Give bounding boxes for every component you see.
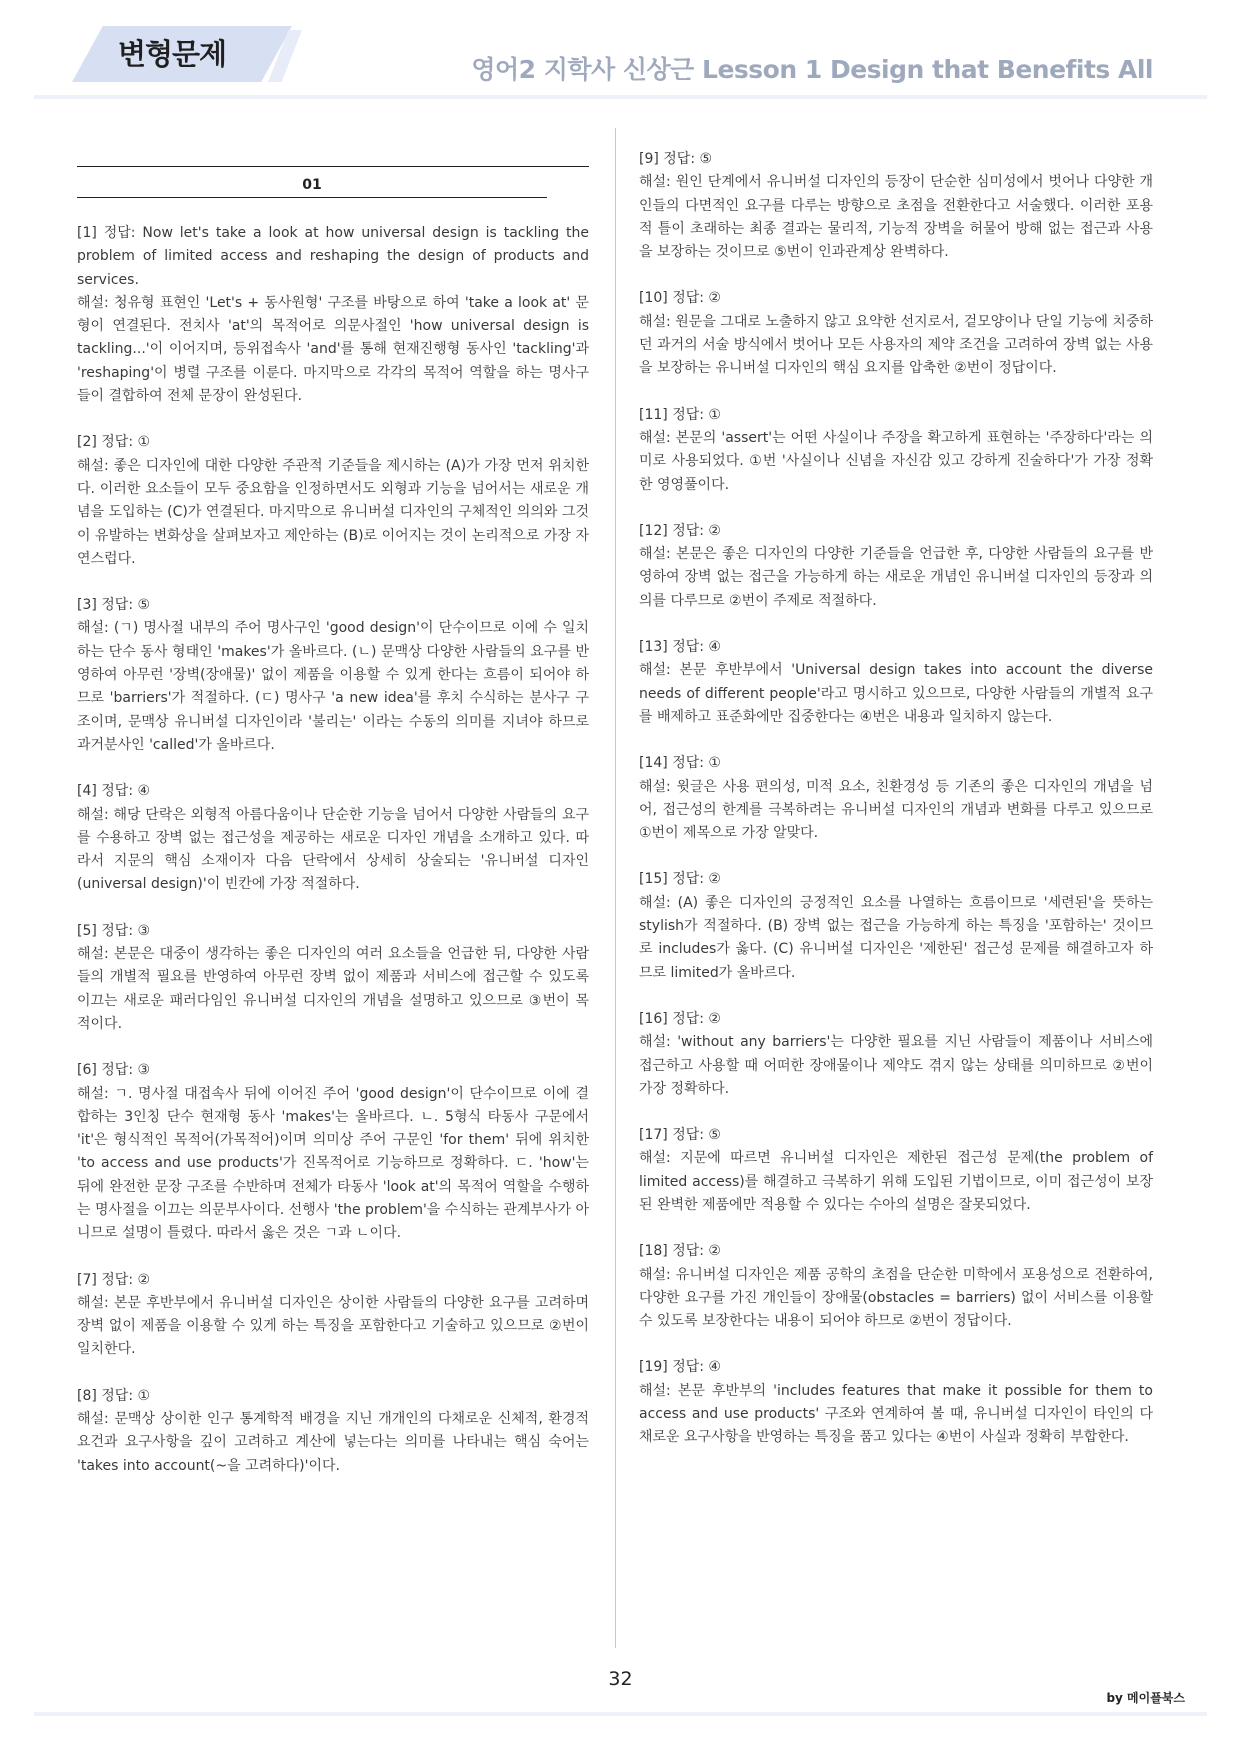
explanation-text: 해설: 본문은 좋은 디자인의 다양한 기준들을 언급한 후, 다양한 사람들의 요구를 반영하여 장벽 없는 접근을 가능하게 하는 새로운 개념인 유니버설 디자인의 등장과 의의를 다루므로 ②번이 주제로 적절하다. [639,546,1153,609]
answer-item [639,404,1153,497]
answer-item [77,222,589,408]
answer-item [77,780,589,896]
answer-line: [3] 정답: ⑤ [77,597,151,614]
header-title: 영어2 지학사 신상근 Lesson 1 Design that Benefits All [471,55,1153,84]
explanation-text: 해설: 원인 단계에서 유니버설 디자인의 등장이 단순한 심미성에서 벗어나 다양한 개인들의 다면적인 요구를 다루는 방향으로 초점을 전환한다고 서술했다. 이러한 포용적 틀이 초래하는 최종 결과는 물리적, 기능적 장벽을 허물어 방해 없는 접근과 사용을 보장하는 것이므로 ⑤번이 인과관계상 완벽하다. [639,174,1153,261]
page-header [0,0,1241,100]
explanation-text: 해설: 본문 후반부에서 'Universal design takes into account the diverse needs of different people'라고 명시하고 있으므로, 다양한 사람들의 개별적 요구를 배제하고 표준화에만 집중한다는 ④번은 내용과 일치하지 않는다. [639,662,1153,725]
footer-divider [34,1712,1207,1716]
answer-item [639,1356,1153,1449]
answer-item [639,868,1153,984]
section-rule-bottom [77,197,547,198]
answer-line: [19] 정답: ④ [639,1359,721,1376]
answer-item [77,431,589,571]
explanation-text: 해설: 원문을 그대로 노출하지 않고 요약한 선지로서, 겉모양이나 단일 기능에 치중하던 과거의 서술 방식에서 벗어나 모든 사용자의 제약 조건을 고려하여 장벽 없는 사용을 보장하는 유니버설 디자인의 핵심 요지를 압축한 ②번이 정답이다. [639,313,1153,377]
explanation-text: 해설: 좋은 디자인에 대한 다양한 주관적 기준들을 제시하는 (A)가 가장 먼저 위치한다. 이러한 요소들이 모두 중요함을 인정하면서도 외형과 기능을 넘어서는 새로운 개념을 도입하는 (C)가 연결된다. 마지막으로 유니버설 디자인의 구체적인 의의와 그것이 유발하는 변화상을 살펴보자고 제안하는 (B)로 이어지는 것이 논리적으로 가장 자연스럽다. [77,457,589,567]
answer-line: [6] 정답: ③ [77,1062,151,1079]
answer-line: [16] 정답: ② [639,1010,721,1027]
answer-line: [9] 정답: ⑤ [639,151,713,167]
answer-line: [2] 정답: ① [77,434,151,451]
explanation-text: 해설: 문맥상 상이한 인구 통계학적 배경을 지닌 개개인의 다채로운 신체적, 환경적 요건과 요구사항을 깊이 고려하고 계산에 넣는다는 의미를 나타내는 핵심 숙어는 'takes into account(~을 고려하다)'이다. [77,1411,589,1474]
footer-brand: by 메이플북스 [1106,1691,1185,1705]
answer-item [639,148,1153,264]
answer-item [77,920,589,1036]
answer-item [639,287,1153,380]
answer-item [639,1124,1153,1217]
answer-item [77,1059,589,1245]
explanation-text: 해설: 청유형 표현인 'Let's + 동사원형' 구조를 바탕으로 하여 'take a look at' 문형이 연결된다. 전치사 'at'의 목적어로 의문사절인 'how universal design is tackling...'이 이어지며, 등위접속사 'and'를 통해 현재진행형 동사인 'tackling'과 'reshaping'이 병렬 구조를 이룬다. 마지막으로 각각의 목적어 역할을 하는 명사구들이 결합하여 전체 문장이 완성된다. [77,294,589,405]
explanation-text: 해설: (A) 좋은 디자인의 긍정적인 요소를 나열하는 흐름이므로 '세련된'을 뜻하는 stylish가 적절하다. (B) 장벽 없는 접근을 가능하게 하는 특징을 '포함하는' 것이므로 includes가 옳다. (C) 유니버설 디자인은 '제한된' 접근성 문제를 해결하고자 하므로 limited가 올바르다. [639,894,1153,981]
answer-line: [12] 정답: ② [639,522,721,539]
section-badge [72,26,292,82]
answer-item [639,520,1153,613]
explanation-text: 해설: 'without any barriers'는 다양한 필요를 지닌 사람들이 제품이나 서비스에 접근하고 사용할 때 어떠한 장애물이나 제약도 겪지 않는 상태를 의미하므로 ②번이 가장 정확하다. [639,1034,1153,1097]
answer-line: [18] 정답: ② [639,1243,721,1260]
answer-line: [17] 정답: ⑤ [639,1127,721,1144]
section-rule-top [77,166,589,167]
explanation-text: 해설: (ㄱ) 명사절 내부의 주어 명사구인 'good design'이 단수이므로 이에 수 일치하는 단수 동사 형태인 'makes'가 올바르다. (ㄴ) 문맥상 다양한 사람들의 요구를 반영하여 아무런 '장벽(장애물)' 없이 제품을 이용할 수 있게 한다는 흐름이 되어야 하므로 'barriers'가 적절하다. (ㄷ) 명사구 'a new idea'를 후치 수식하는 분사구 구조이며, 문맥상 유니버설 디자인이라 '불리는' 이라는 수동의 의미를 지녀야 하므로 과거분사인 'called'가 올바르다. [77,620,589,753]
page-number: 32 [608,1668,633,1690]
answer-line: [14] 정답: ① [639,755,721,772]
answer-item [77,1385,589,1478]
explanation-text: 해설: 본문 후반부에서 유니버설 디자인은 상이한 사람들의 다양한 요구를 고려하며 장벽 없이 제품을 이용할 수 있게 하는 특징을 포함한다고 기술하고 있으므로 ②번이 일치한다. [77,1294,589,1358]
right-column [639,148,1153,1473]
badge-label: 변형문제 [117,37,227,71]
answer-line: [5] 정답: ③ [77,922,151,939]
answer-item [639,752,1153,845]
answer-line: [10] 정답: ② [639,290,721,307]
explanation-text: 해설: 본문 후반부의 'includes features that make it possible for them to access and use products' 구조와 연계하여 볼 때, 유니버설 디자인이 타인의 다채로운 요구사항을 반영하는 특징을 품고 있다는 ④번이 사실과 정확히 부합한다. [639,1382,1153,1446]
answer-line: [15] 정답: ② [639,871,721,888]
section-heading: 01 [302,177,322,193]
explanation-text: 해설: 본문은 대중이 생각하는 좋은 디자인의 여러 요소들을 언급한 뒤, 다양한 사람들의 개별적 필요를 반영하여 아무런 장벽 없이 제품과 서비스에 접근할 수 있도록 이끄는 새로운 패러다임인 유니버설 디자인의 개념을 설명하고 있으므로 ③번이 목적이다. [77,946,589,1032]
explanation-text: 해설: ㄱ. 명사절 대접속사 뒤에 이어진 주어 'good design'이 단수이므로 이에 결합하는 3인칭 단수 현재형 동사 'makes'는 올바르다. ㄴ. 5형식 타동사 구문에서 'it'은 형식적인 목적어(가목적어)이며 의미상 주어 구문인 'for them' 뒤에 위치한 'to access and use products'가 진목적어로 기능하므로 정확하다. ㄷ. 'how'는 뒤에 완전한 문장 구조를 수반하며 전체가 타동사 'look at'의 목적어 역할을 수행하는 명사절을 이끄는 의문부사이다. 선행사 'the problem'을 수식하는 관계부사가 아니므로 설명이 틀렸다. 따라서 옳은 것은 ㄱ과 ㄴ이다. [77,1085,589,1242]
header-divider [34,95,1207,99]
right-answer-list [639,148,1153,1450]
explanation-text: 해설: 본문의 'assert'는 어떤 사실이나 주장을 확고하게 표현하는 '주장하다'라는 의미로 사용되었다. ①번 '사실이나 신념을 자신감 있고 강하게 진술하다'가 가장 정확한 영영풀이다. [639,429,1153,493]
explanation-text: 해설: 유니버설 디자인은 제품 공학의 초점을 단순한 미학에서 포용성으로 전환하여, 다양한 요구를 가진 개인들이 장애물(obstacles = barriers) 없이 서비스를 이용할 수 있도록 보장한다는 내용이 되어야 하므로 ②번이 정답이다. [639,1266,1153,1330]
answer-line: [11] 정답: ① [639,406,721,423]
explanation-text: 해설: 지문에 따르면 유니버설 디자인은 제한된 접근성 문제(the problem of limited access)를 해결하고 극복하기 위해 도입된 기법이므로, 이미 접근성이 보장된 완벽한 제품에만 적용할 수 있다는 수아의 설명은 잘못되었다. [639,1150,1153,1213]
explanation-text: 해설: 윗글은 사용 편의성, 미적 요소, 친환경성 등 기존의 좋은 디자인의 개념을 넘어, 접근성의 한계를 극복하려는 유니버설 디자인의 개념과 변화를 다루고 있으므로 ①번이 제목으로 가장 알맞다. [639,778,1153,842]
answer-line: [4] 정답: ④ [77,783,151,800]
explanation-text: 해설: 해당 단락은 외형적 아름다움이나 단순한 기능을 넘어서 다양한 사람들의 요구를 수용하고 장벽 없는 접근성을 제공하는 새로운 디자인 개념을 소개하고 있다. 따라서 지문의 핵심 소재이자 다음 단락에서 상세히 상술되는 '유니버설 디자인(universal design)'이 빈칸에 가장 적절하다. [77,806,589,893]
answer-item [639,1008,1153,1101]
answer-item [639,1240,1153,1333]
answer-item [639,636,1153,729]
answer-line: [1] 정답: Now let's take a look at how universal design is tackling the problem of limited access and reshaping the design of products and services. [77,225,589,288]
left-answer-list [77,222,589,1501]
column-divider [615,128,616,1648]
answer-line: [7] 정답: ② [77,1271,151,1288]
answer-item [77,594,589,757]
answer-line: [8] 정답: ① [77,1387,151,1404]
answer-line: [13] 정답: ④ [639,639,721,656]
answer-item [77,1269,589,1362]
